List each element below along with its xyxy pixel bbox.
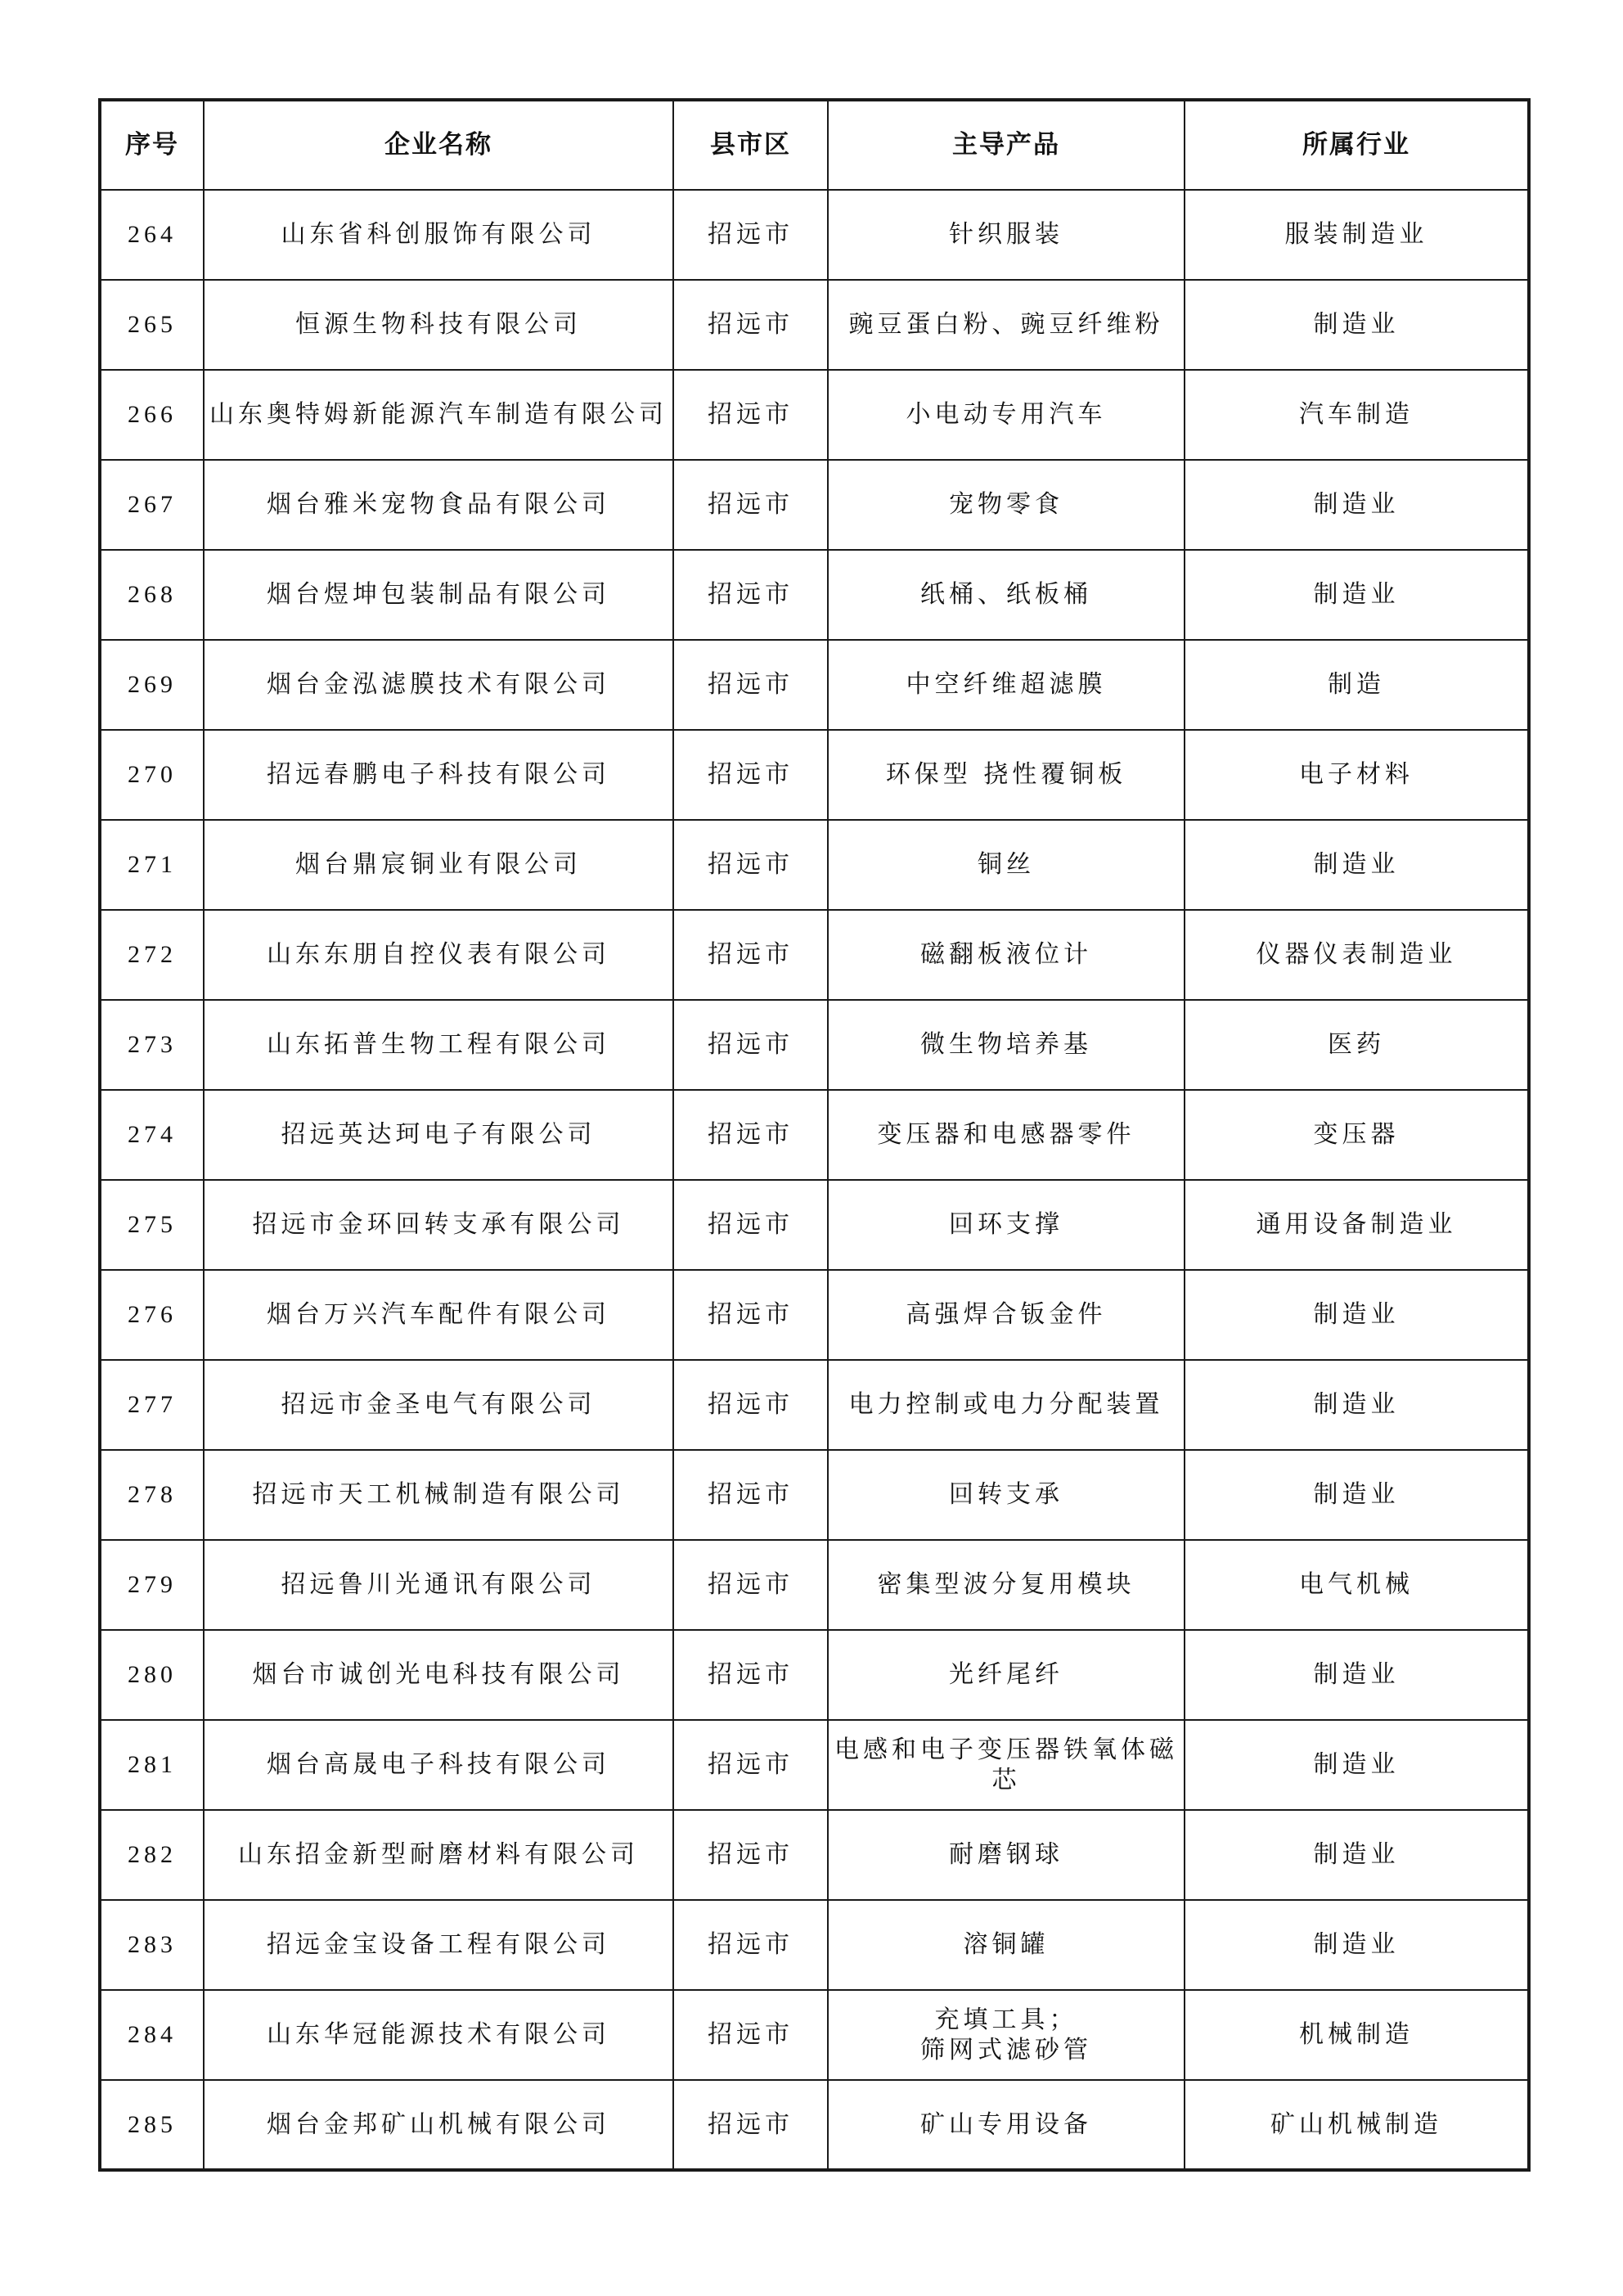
main-product-cell: 光纤尾纤 bbox=[828, 1630, 1185, 1720]
industry-cell: 医药 bbox=[1185, 1000, 1529, 1090]
company-name-cell: 招远鲁川光通讯有限公司 bbox=[204, 1540, 673, 1630]
table-row bbox=[100, 1900, 1529, 1990]
table-row bbox=[100, 1360, 1529, 1450]
district-cell: 招远市 bbox=[673, 1810, 828, 1900]
district-cell: 招远市 bbox=[673, 280, 828, 370]
district-cell: 招远市 bbox=[673, 1900, 828, 1990]
serial-number-cell: 277 bbox=[100, 1360, 204, 1450]
industry-cell: 制造业 bbox=[1185, 1360, 1529, 1450]
main-product-cell: 溶铜罐 bbox=[828, 1900, 1185, 1990]
table-row bbox=[100, 1810, 1529, 1900]
district-cell: 招远市 bbox=[673, 640, 828, 730]
table-row bbox=[100, 820, 1529, 910]
company-name-cell: 山东华冠能源技术有限公司 bbox=[204, 1990, 673, 2080]
industry-cell: 汽车制造 bbox=[1185, 370, 1529, 460]
table-row bbox=[100, 550, 1529, 640]
main-product-cell-line: 筛网式滤砂管 bbox=[920, 2036, 1092, 2064]
main-product-cell: 小电动专用汽车 bbox=[828, 370, 1185, 460]
header-district: 县市区 bbox=[673, 100, 828, 190]
table-body bbox=[100, 190, 1529, 2170]
table-row bbox=[100, 1630, 1529, 1720]
serial-number-cell: 280 bbox=[100, 1630, 204, 1720]
serial-number-cell: 279 bbox=[100, 1540, 204, 1630]
serial-number-cell: 283 bbox=[100, 1900, 204, 1990]
district-cell: 招远市 bbox=[673, 1000, 828, 1090]
main-product-cell: 密集型波分复用模块 bbox=[828, 1540, 1185, 1630]
table-row bbox=[100, 1270, 1529, 1360]
serial-number-cell: 269 bbox=[100, 640, 204, 730]
company-name-cell: 招远春鹏电子科技有限公司 bbox=[204, 730, 673, 820]
district-cell: 招远市 bbox=[673, 1540, 828, 1630]
serial-number-cell: 271 bbox=[100, 820, 204, 910]
industry-cell: 服装制造业 bbox=[1185, 190, 1529, 280]
main-product-cell: 变压器和电感器零件 bbox=[828, 1090, 1185, 1180]
company-name-cell: 恒源生物科技有限公司 bbox=[204, 280, 673, 370]
main-product-cell: 中空纤维超滤膜 bbox=[828, 640, 1185, 730]
industry-cell: 制造业 bbox=[1185, 1900, 1529, 1990]
industry-cell: 矿山机械制造 bbox=[1185, 2080, 1529, 2170]
company-name-cell: 招远市金圣电气有限公司 bbox=[204, 1360, 673, 1450]
main-product-cell-line: 充填工具； bbox=[934, 2005, 1078, 2034]
industry-cell: 制造业 bbox=[1185, 460, 1529, 550]
company-name-cell: 山东省科创服饰有限公司 bbox=[204, 190, 673, 280]
main-product-cell: 宠物零食 bbox=[828, 460, 1185, 550]
industry-cell: 通用设备制造业 bbox=[1185, 1180, 1529, 1270]
serial-number-cell: 284 bbox=[100, 1990, 204, 2080]
company-name-cell: 烟台万兴汽车配件有限公司 bbox=[204, 1270, 673, 1360]
industry-cell: 机械制造 bbox=[1185, 1990, 1529, 2080]
table-header-row bbox=[100, 100, 1529, 190]
table-row bbox=[100, 460, 1529, 550]
industry-cell: 电气机械 bbox=[1185, 1540, 1529, 1630]
serial-number-cell: 276 bbox=[100, 1270, 204, 1360]
header-main-product: 主导产品 bbox=[828, 100, 1185, 190]
district-cell: 招远市 bbox=[673, 730, 828, 820]
serial-number-cell: 282 bbox=[100, 1810, 204, 1900]
main-product-cell bbox=[828, 1720, 1185, 1810]
industry-cell: 仪器仪表制造业 bbox=[1185, 910, 1529, 1000]
industry-cell: 制造业 bbox=[1185, 1720, 1529, 1810]
header-company-name: 企业名称 bbox=[204, 100, 673, 190]
serial-number-cell: 281 bbox=[100, 1720, 204, 1810]
industry-cell: 制造 bbox=[1185, 640, 1529, 730]
main-product-cell: 耐磨钢球 bbox=[828, 1810, 1185, 1900]
header-serial-number: 序号 bbox=[100, 100, 204, 190]
main-product-cell-line: 芯 bbox=[991, 1766, 1021, 1794]
serial-number-cell: 278 bbox=[100, 1450, 204, 1540]
district-cell: 招远市 bbox=[673, 550, 828, 640]
industry-cell: 变压器 bbox=[1185, 1090, 1529, 1180]
company-name-cell: 烟台金邦矿山机械有限公司 bbox=[204, 2080, 673, 2170]
main-product-cell: 回环支撑 bbox=[828, 1180, 1185, 1270]
main-product-cell: 高强焊合钣金件 bbox=[828, 1270, 1185, 1360]
table-row bbox=[100, 1090, 1529, 1180]
company-name-cell: 招远金宝设备工程有限公司 bbox=[204, 1900, 673, 1990]
table-row bbox=[100, 730, 1529, 820]
main-product-cell: 电力控制或电力分配装置 bbox=[828, 1360, 1185, 1450]
district-cell: 招远市 bbox=[673, 1270, 828, 1360]
district-cell: 招远市 bbox=[673, 820, 828, 910]
company-name-cell: 烟台市诚创光电科技有限公司 bbox=[204, 1630, 673, 1720]
main-product-cell: 铜丝 bbox=[828, 820, 1185, 910]
company-name-cell: 烟台高晟电子科技有限公司 bbox=[204, 1720, 673, 1810]
table-row bbox=[100, 1180, 1529, 1270]
company-name-cell: 山东奥特姆新能源汽车制造有限公司 bbox=[204, 370, 673, 460]
district-cell: 招远市 bbox=[673, 190, 828, 280]
table-row bbox=[100, 1990, 1529, 2080]
district-cell: 招远市 bbox=[673, 910, 828, 1000]
table-row bbox=[100, 1720, 1529, 1810]
table-row bbox=[100, 1000, 1529, 1090]
main-product-cell: 纸桶、纸板桶 bbox=[828, 550, 1185, 640]
serial-number-cell: 265 bbox=[100, 280, 204, 370]
enterprise-table bbox=[98, 98, 1531, 2172]
district-cell: 招远市 bbox=[673, 1180, 828, 1270]
company-name-cell: 山东招金新型耐磨材料有限公司 bbox=[204, 1810, 673, 1900]
serial-number-cell: 270 bbox=[100, 730, 204, 820]
district-cell: 招远市 bbox=[673, 1720, 828, 1810]
industry-cell: 制造业 bbox=[1185, 1810, 1529, 1900]
district-cell: 招远市 bbox=[673, 1990, 828, 2080]
table-row bbox=[100, 1540, 1529, 1630]
serial-number-cell: 285 bbox=[100, 2080, 204, 2170]
industry-cell: 制造业 bbox=[1185, 1630, 1529, 1720]
table-row bbox=[100, 640, 1529, 730]
company-name-cell: 山东拓普生物工程有限公司 bbox=[204, 1000, 673, 1090]
table-row bbox=[100, 2080, 1529, 2170]
main-product-cell: 矿山专用设备 bbox=[828, 2080, 1185, 2170]
industry-cell: 电子材料 bbox=[1185, 730, 1529, 820]
district-cell: 招远市 bbox=[673, 370, 828, 460]
district-cell: 招远市 bbox=[673, 1630, 828, 1720]
main-product-cell-line: 电感和电子变压器铁氧体磁 bbox=[834, 1735, 1178, 1764]
company-name-cell: 招远市天工机械制造有限公司 bbox=[204, 1450, 673, 1540]
table-row bbox=[100, 280, 1529, 370]
company-name-cell: 招远英达珂电子有限公司 bbox=[204, 1090, 673, 1180]
company-name-cell: 山东东朋自控仪表有限公司 bbox=[204, 910, 673, 1000]
industry-cell: 制造业 bbox=[1185, 550, 1529, 640]
company-name-cell: 烟台雅米宠物食品有限公司 bbox=[204, 460, 673, 550]
table-row bbox=[100, 190, 1529, 280]
district-cell: 招远市 bbox=[673, 1360, 828, 1450]
company-name-cell: 烟台鼎宸铜业有限公司 bbox=[204, 820, 673, 910]
table-row bbox=[100, 910, 1529, 1000]
main-product-cell: 豌豆蛋白粉、豌豆纤维粉 bbox=[828, 280, 1185, 370]
serial-number-cell: 273 bbox=[100, 1000, 204, 1090]
industry-cell: 制造业 bbox=[1185, 1450, 1529, 1540]
main-product-cell: 回转支承 bbox=[828, 1450, 1185, 1540]
industry-cell: 制造业 bbox=[1185, 280, 1529, 370]
company-name-cell: 烟台金泓滤膜技术有限公司 bbox=[204, 640, 673, 730]
main-product-cell: 微生物培养基 bbox=[828, 1000, 1185, 1090]
table-row bbox=[100, 370, 1529, 460]
header-industry: 所属行业 bbox=[1185, 100, 1529, 190]
district-cell: 招远市 bbox=[673, 2080, 828, 2170]
main-product-cell: 环保型 挠性覆铜板 bbox=[828, 730, 1185, 820]
main-product-cell: 磁翻板液位计 bbox=[828, 910, 1185, 1000]
company-name-cell: 招远市金环回转支承有限公司 bbox=[204, 1180, 673, 1270]
table-row bbox=[100, 1450, 1529, 1540]
industry-cell: 制造业 bbox=[1185, 820, 1529, 910]
serial-number-cell: 266 bbox=[100, 370, 204, 460]
district-cell: 招远市 bbox=[673, 460, 828, 550]
serial-number-cell: 274 bbox=[100, 1090, 204, 1180]
district-cell: 招远市 bbox=[673, 1090, 828, 1180]
company-name-cell: 烟台煜坤包装制品有限公司 bbox=[204, 550, 673, 640]
district-cell: 招远市 bbox=[673, 1450, 828, 1540]
serial-number-cell: 267 bbox=[100, 460, 204, 550]
serial-number-cell: 268 bbox=[100, 550, 204, 640]
serial-number-cell: 272 bbox=[100, 910, 204, 1000]
serial-number-cell: 264 bbox=[100, 190, 204, 280]
main-product-cell: 针织服装 bbox=[828, 190, 1185, 280]
serial-number-cell: 275 bbox=[100, 1180, 204, 1270]
main-product-cell bbox=[828, 1990, 1185, 2080]
industry-cell: 制造业 bbox=[1185, 1270, 1529, 1360]
